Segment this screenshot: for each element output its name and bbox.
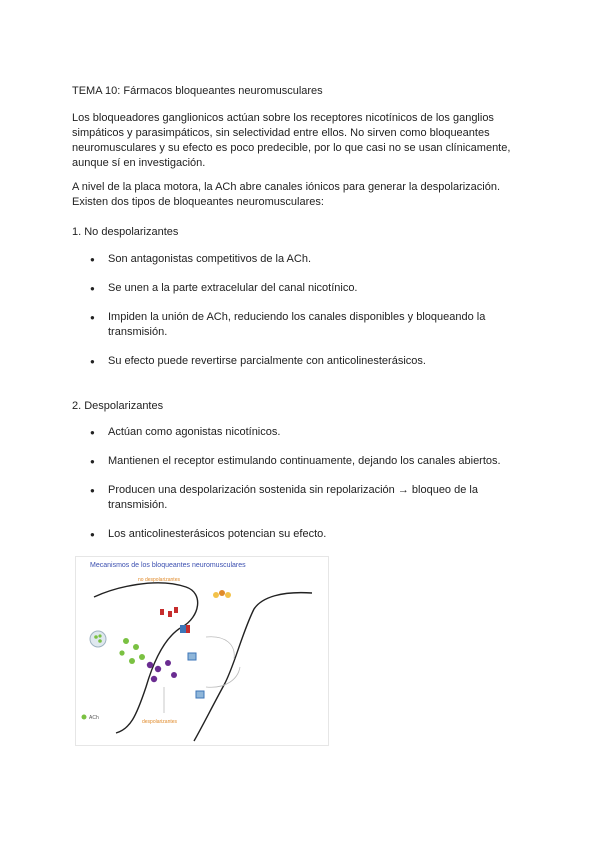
vesicle-icon xyxy=(90,631,106,647)
placa-paragraph: A nivel de la placa motora, la ACh abre canales iónicos para generar la despolarización. Existen dos tipos de bloqueantes neuromusculares: xyxy=(72,181,501,208)
list-item: ● Su efecto puede revertirse parcialmente con anticolinesterásicos. xyxy=(90,354,520,369)
document-title: TEMA 10: Fármacos bloqueantes neuromusculares xyxy=(72,85,323,97)
muscle-membrane-outline xyxy=(194,593,312,741)
mechanism-diagram xyxy=(76,557,328,745)
legend xyxy=(82,715,99,722)
figure-label-bottom: despolarizantes xyxy=(142,719,178,725)
list-item: ● Actúan como agonistas nicotínicos. xyxy=(90,425,520,440)
ach-molecules xyxy=(119,638,145,664)
intro-paragraph: Los bloqueadores ganglionicos actúan sobre los receptores nicotínicos de los ganglios simpáticos y parasimpáticos, sin selectividad entre ellos. No sirven como bloqueantes neuromusculares y su efecto es poco predecible, por lo que casi no se usan clínicamente, aunque sí en investigación. xyxy=(72,112,511,169)
mechanism-figure xyxy=(75,556,329,746)
list-item: ● Los anticolinesterásicos potencian su efecto. xyxy=(90,527,520,542)
nerve-terminal-outline xyxy=(94,583,198,733)
section-heading-no-despolarizantes: 1. No despolarizantes xyxy=(72,226,179,238)
list-item: ● Se unen a la parte extracelular del canal nicotínico. xyxy=(90,281,520,296)
figure-label-top: no despolarizantes xyxy=(138,577,180,583)
figure-title: Mecanismos de los bloqueantes neuromusculares xyxy=(90,562,246,569)
list-no-despolarizantes xyxy=(90,252,520,383)
list-item: ● Impiden la unión de ACh, reduciendo los canales disponibles y bloqueando la transmisión. xyxy=(90,310,520,340)
mechanism-arrow xyxy=(206,667,240,687)
list-item: ● Producen una despolarización sostenida sin repolarización → bloqueo de la transmisión. xyxy=(90,483,520,513)
nicotinic-receptors xyxy=(188,653,204,698)
receptor-blocks xyxy=(160,607,190,633)
list-item: ● Mantienen el receptor estimulando continuamente, dejando los canales abiertos. xyxy=(90,454,520,469)
drug-molecule-icon xyxy=(213,590,231,598)
list-despolarizantes xyxy=(90,425,520,556)
mechanism-arrow xyxy=(206,637,234,659)
list-item: ● Son antagonistas competitivos de la ACh. xyxy=(90,252,520,267)
legend-label: ACh xyxy=(89,715,99,721)
section-heading-despolarizantes: 2. Despolarizantes xyxy=(72,400,164,412)
